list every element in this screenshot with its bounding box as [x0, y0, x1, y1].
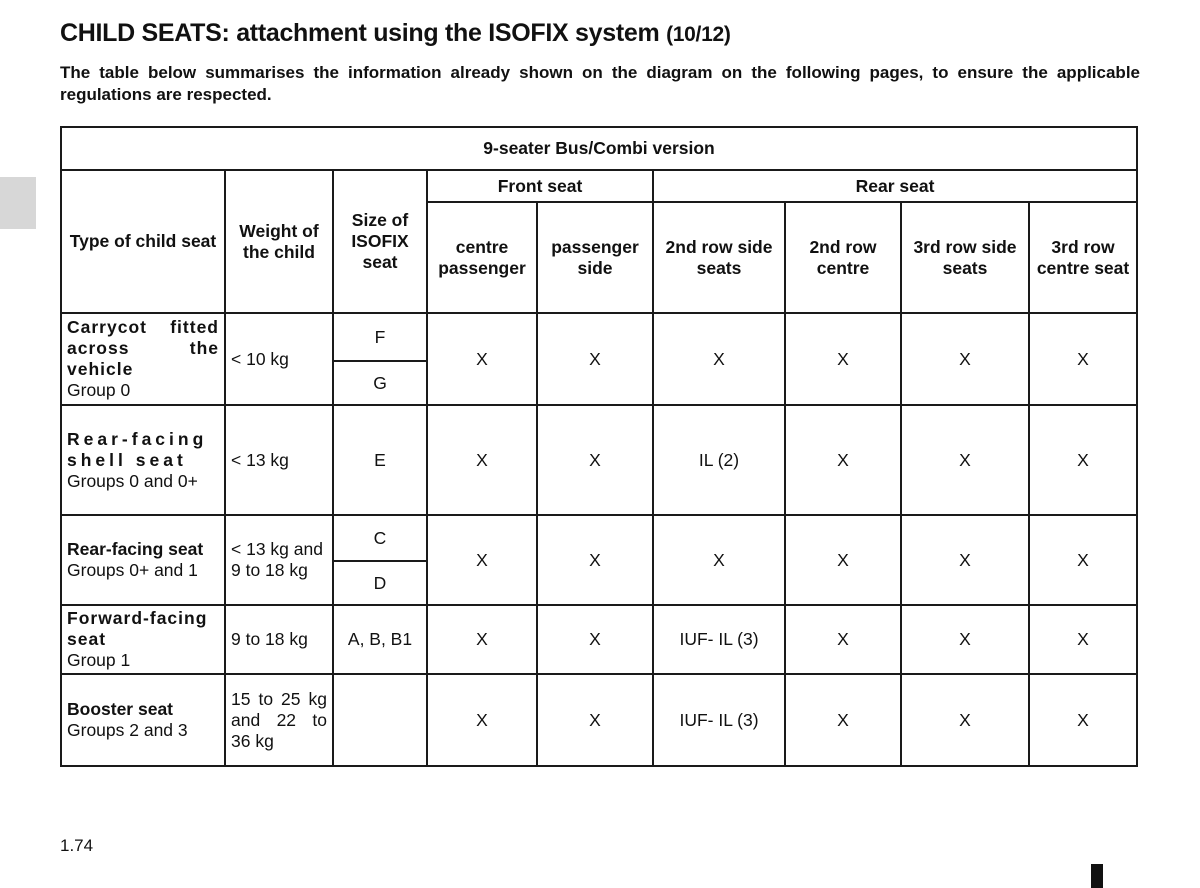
section-tab-marker: [0, 177, 36, 229]
page-number: 1.74: [60, 836, 94, 855]
page-count: (10/12): [666, 23, 731, 46]
seat-type-group: Groups 0+ and 1: [67, 560, 198, 580]
weight-cell: < 13 kg: [225, 405, 333, 515]
weight-cell: < 10 kg: [225, 313, 333, 405]
mark-cell: X: [537, 515, 653, 605]
type-cell: [61, 405, 225, 515]
mark-cell: X: [1029, 674, 1137, 766]
page-title: [60, 19, 731, 48]
mark-cell: X: [427, 313, 537, 405]
mark-cell: X: [653, 515, 785, 605]
mark-cell: X: [901, 674, 1029, 766]
seat-type-group: Groups 2 and 3: [67, 720, 188, 740]
header-size: Size of ISOFIX seat: [333, 170, 427, 313]
mark-cell: X: [785, 605, 901, 674]
mark-cell: X: [1029, 405, 1137, 515]
mark-cell: X: [785, 515, 901, 605]
weight-cell: 15 to 25 kg and 22 to 36 kg: [225, 674, 333, 766]
size-cell: E: [333, 405, 427, 515]
mark-cell: X: [427, 674, 537, 766]
mark-cell: X: [785, 405, 901, 515]
seat-type-name: Rear-facing seat: [67, 539, 204, 559]
mark-cell: X: [785, 313, 901, 405]
mark-cell: X: [537, 674, 653, 766]
mark-cell: X: [427, 605, 537, 674]
size-cell: D: [333, 561, 427, 605]
header-group-front-seat: Front seat: [427, 170, 653, 202]
mark-cell: X: [1029, 515, 1137, 605]
page-edge-marker: [1091, 864, 1103, 888]
mark-cell: X: [785, 674, 901, 766]
seat-type-name: Carrycot fitted across the vehicle: [67, 317, 219, 379]
size-cell: C: [333, 515, 427, 561]
seat-type-name: Forward-facing seat: [67, 608, 208, 649]
intro-paragraph: The table below summarises the information already shown on the diagram on the following pages, to ensure the applicable regulations are respected.: [60, 63, 1140, 104]
size-cell: F: [333, 313, 427, 361]
weight-cell: < 13 kg and 9 to 18 kg: [225, 515, 333, 605]
seat-type-name: Booster seat: [67, 699, 174, 719]
header-rear-2nd-row-side: 2nd row side seats: [653, 202, 785, 313]
mark-cell: X: [537, 405, 653, 515]
header-front-passenger-side: passenger side: [537, 202, 653, 313]
mark-cell: IUF- IL (3): [653, 674, 785, 766]
page-title-text: CHILD SEATS: attachment using the ISOFIX system: [60, 19, 660, 47]
header-group-rear-seat: Rear seat: [653, 170, 1137, 202]
mark-cell: X: [427, 515, 537, 605]
header-weight: Weight of the child: [225, 170, 333, 313]
mark-cell: X: [427, 405, 537, 515]
mark-cell: IUF- IL (3): [653, 605, 785, 674]
seat-type-name: Rear-facing shell seat: [67, 428, 208, 470]
mark-cell: X: [901, 313, 1029, 405]
mark-cell: X: [537, 313, 653, 405]
mark-cell: X: [901, 605, 1029, 674]
mark-cell: IL (2): [653, 405, 785, 515]
seat-type-group: Group 0: [67, 380, 131, 400]
mark-cell: X: [901, 405, 1029, 515]
mark-cell: X: [1029, 605, 1137, 674]
weight-cell: 9 to 18 kg: [225, 605, 333, 674]
table-row: [61, 313, 1137, 361]
size-cell: [333, 674, 427, 766]
type-cell: [61, 605, 225, 674]
type-cell: [61, 674, 225, 766]
table-row: [61, 515, 1137, 561]
type-cell: [61, 313, 225, 405]
header-type: Type of child seat: [61, 170, 225, 313]
header-front-centre-passenger: centre passenger: [427, 202, 537, 313]
size-cell: A, B, B1: [333, 605, 427, 674]
type-cell: [61, 515, 225, 605]
seat-type-group: Group 1: [67, 650, 131, 670]
seat-type-group: Groups 0 and 0+: [67, 470, 198, 491]
table-row: [61, 674, 1137, 766]
table-row: [61, 405, 1137, 515]
header-rear-3rd-row-centre: 3rd row centre seat: [1029, 202, 1137, 313]
isofix-compatibility-table: [60, 126, 1138, 767]
mark-cell: X: [901, 515, 1029, 605]
header-rear-3rd-row-side: 3rd row side seats: [901, 202, 1029, 313]
table-row: [61, 605, 1137, 674]
mark-cell: X: [653, 313, 785, 405]
header-rear-2nd-row-centre: 2nd row centre: [785, 202, 901, 313]
version-title: 9-seater Bus/Combi version: [61, 127, 1137, 170]
size-cell: G: [333, 361, 427, 405]
mark-cell: X: [537, 605, 653, 674]
mark-cell: X: [1029, 313, 1137, 405]
